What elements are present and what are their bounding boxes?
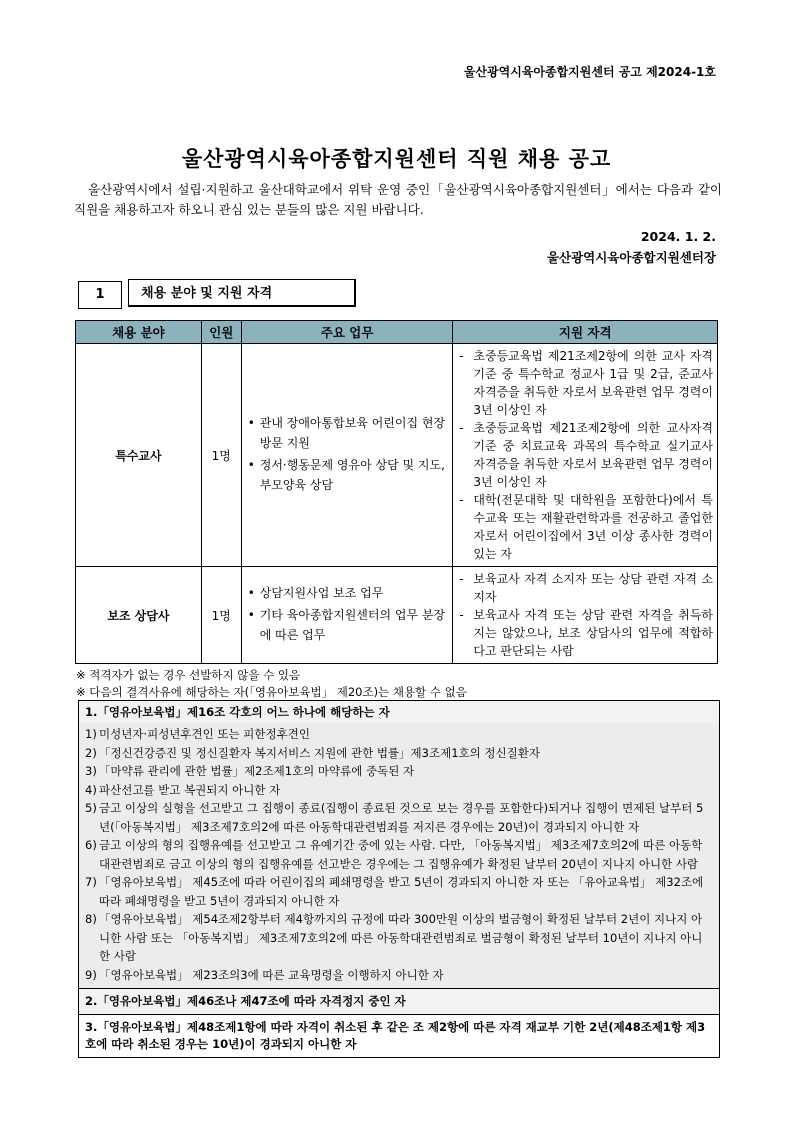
- recruitment-table: [75, 320, 718, 664]
- notice-number: 울산광역시육아종합지원센터 공고 제2024-1호: [463, 65, 716, 79]
- duty-item: • 정서·행동문제 영유아 상담 및 지도, 부모양육 상담: [246, 455, 449, 495]
- section-number: 1: [78, 281, 122, 309]
- table-row: [76, 567, 718, 664]
- list-item: [85, 725, 713, 744]
- page-title: 울산광역시육아종합지원센터 직원 채용 공고: [181, 147, 612, 171]
- list-item: [85, 781, 713, 800]
- item-text: 「영유아보육법」 제45조에 따라 어린이집의 폐쇄명령을 받고 5년이 경과되지 아니한 자 또는 「유아교육법」 제32조에 따라 폐쇄명령을 받고 5년이 경과되지 아니한 자: [99, 875, 704, 908]
- note-text: ※ 다음의 결격사유에 해당하는 자(「영유아보육법」 제20조)는 채용할 수 없음: [76, 685, 467, 699]
- disqualification-section-3: 3.「영유아보육법」제48조제1항에 따라 자격이 취소된 후 같은 조 제2항에 따른 자격 재교부 기한 2년(제48조제1항 제3호에 따라 취소된 경우는 10년)이 경과되지 아니한 자: [79, 1015, 719, 1057]
- header-count: 인원: [201, 321, 241, 344]
- list-item: [85, 966, 713, 985]
- section-title: 채용 분야 및 지원 자격: [128, 279, 356, 307]
- header-qualifications: 지원 자격: [453, 321, 718, 344]
- item-text: 「영유아보육법」 제54조제2항부터 제4항까지의 규정에 따라 300만원 이상의 벌금형이 확정된 날부터 2년이 지나지 아니한 사람 또는 「아동복지법」 제3조제7호의2에 따른 아동학대관련범죄로 벌금형이 확정된 날부터 10년이 지나지 아니한 사람: [99, 912, 703, 963]
- list-item: [85, 873, 713, 910]
- duty-item: • 상담지원사업 보조 업무: [246, 583, 449, 603]
- field-cell: 보조 상담사: [76, 567, 202, 664]
- duties-cell: [241, 344, 453, 567]
- list-item: [85, 910, 713, 966]
- qual-item: - 초중등교육법 제21조제2항에 의한 교사자격기준 중 치료교육 과목의 특수학교 실기교사 자격증을 취득한 자로서 보육관련 업무 경력이 3년 이상인 자: [457, 419, 713, 491]
- qual-item: - 초중등교육법 제21조제2항에 의한 교사 자격기준 중 특수학교 정교사 1급 및 2급, 준교사 자격증을 취득한 자로서 보육관련 업무 경력이 3년 이상인 자: [457, 347, 713, 419]
- notice-date: 2024. 1. 2.: [640, 229, 716, 244]
- disqualification-section-2: 2.「영유아보육법」제46조나 제47조에 따라 자격정지 중인 자: [79, 989, 719, 1015]
- duty-item: • 기타 육아종합지원센터의 업무 분장에 따른 업무: [246, 605, 449, 645]
- list-item: [85, 762, 713, 781]
- item-number: 2): [85, 745, 97, 760]
- item-number: 4): [85, 782, 97, 797]
- qual-item: - 보육교사 자격 소지자 또는 상담 관련 자격 소지자: [457, 570, 713, 606]
- intro-paragraph: 울산광역시에서 설립·지원하고 울산대학교에서 위탁 운영 중인「울산광역시육아종합지원센터」에서는 다음과 같이 직원을 채용하고자 하오니 관심 있는 분들의 많은 지원 바랍니다.: [74, 182, 722, 217]
- table-header-row: [76, 321, 718, 344]
- count-cell: 1명: [201, 344, 241, 567]
- disqualification-list: [79, 723, 719, 989]
- header-duties: 주요 업무: [241, 321, 453, 344]
- item-text: 파산선고를 받고 복권되지 아니한 자: [99, 782, 281, 797]
- item-number: 1): [85, 727, 97, 741]
- item-number: 7): [85, 875, 97, 889]
- qualifications-cell: [453, 567, 718, 664]
- item-number: 3): [85, 764, 97, 778]
- item-number: 6): [85, 838, 97, 852]
- list-item: [85, 836, 713, 873]
- count-cell: 1명: [201, 567, 241, 664]
- header-field: 채용 분야: [76, 321, 202, 344]
- item-number: 9): [85, 967, 97, 982]
- item-text: 「영유아보육법」 제23조의3에 따른 교육명령을 이행하지 아니한 자: [99, 967, 444, 982]
- duties-cell: [241, 567, 453, 664]
- issuer: 울산광역시육아종합지원센터장: [546, 250, 716, 265]
- table-row: [76, 344, 718, 567]
- item-number: 8): [85, 912, 97, 926]
- disqualification-box: [78, 700, 720, 1058]
- item-number: 5): [85, 801, 97, 815]
- item-text: 「마약류 관리에 관한 법률」제2조제1호의 마약류에 중독된 자: [99, 764, 415, 778]
- item-text: 금고 이상의 형의 집행유예를 선고받고 그 유예기간 중에 있는 사람. 다만, 「아동복지법」 제3조제7호의2에 따른 아동학대관련범죄로 금고 이상의 형의 집행유예를 선고받은 경우에는 그 집행유예가 확정된 날부터 20년이 지나지 아니한 사람: [99, 838, 703, 871]
- qualifications-cell: [453, 344, 718, 567]
- qual-item: - 대학(전문대학 및 대학원을 포함한다)에서 특수교육 또는 재활관련학과를 전공하고 졸업한 자로서 어린이집에서 3년 이상 종사한 경력이 있는 자: [457, 491, 713, 563]
- note-text: ※ 적격자가 없는 경우 선발하지 않을 수 있음: [76, 668, 301, 682]
- qual-item: - 보육교사 자격 또는 상담 관련 자격을 취득하지는 않았으나, 보조 상담사의 업무에 적합하다고 판단되는 사람: [457, 606, 713, 660]
- item-text: 「정신건강증진 및 정신질환자 복지서비스 지원에 관한 법률」제3조제1호의 정신질환자: [99, 745, 540, 760]
- item-text: 미성년자·피성년후견인 또는 피한정후견인: [99, 727, 310, 741]
- field-cell: 특수교사: [76, 344, 202, 567]
- item-text: 금고 이상의 실형을 선고받고 그 집행이 종료(집행이 종료된 것으로 보는 경우를 포함한다)되거나 집행이 면제된 날부터 5년(「아동복지법」 제3조제7호의2에 따른 아동학대관련범죄를 저지른 경우에는 20년)이 경과되지 아니한 자: [99, 801, 704, 834]
- duty-item: • 관내 장애아통합보육 어린이집 현장방문 지원: [246, 413, 449, 453]
- list-item: [85, 799, 713, 836]
- list-item: [85, 744, 713, 763]
- disqualification-heading: 1.「영유아보육법」제16조 각호의 어느 하나에 해당하는 자: [79, 701, 719, 723]
